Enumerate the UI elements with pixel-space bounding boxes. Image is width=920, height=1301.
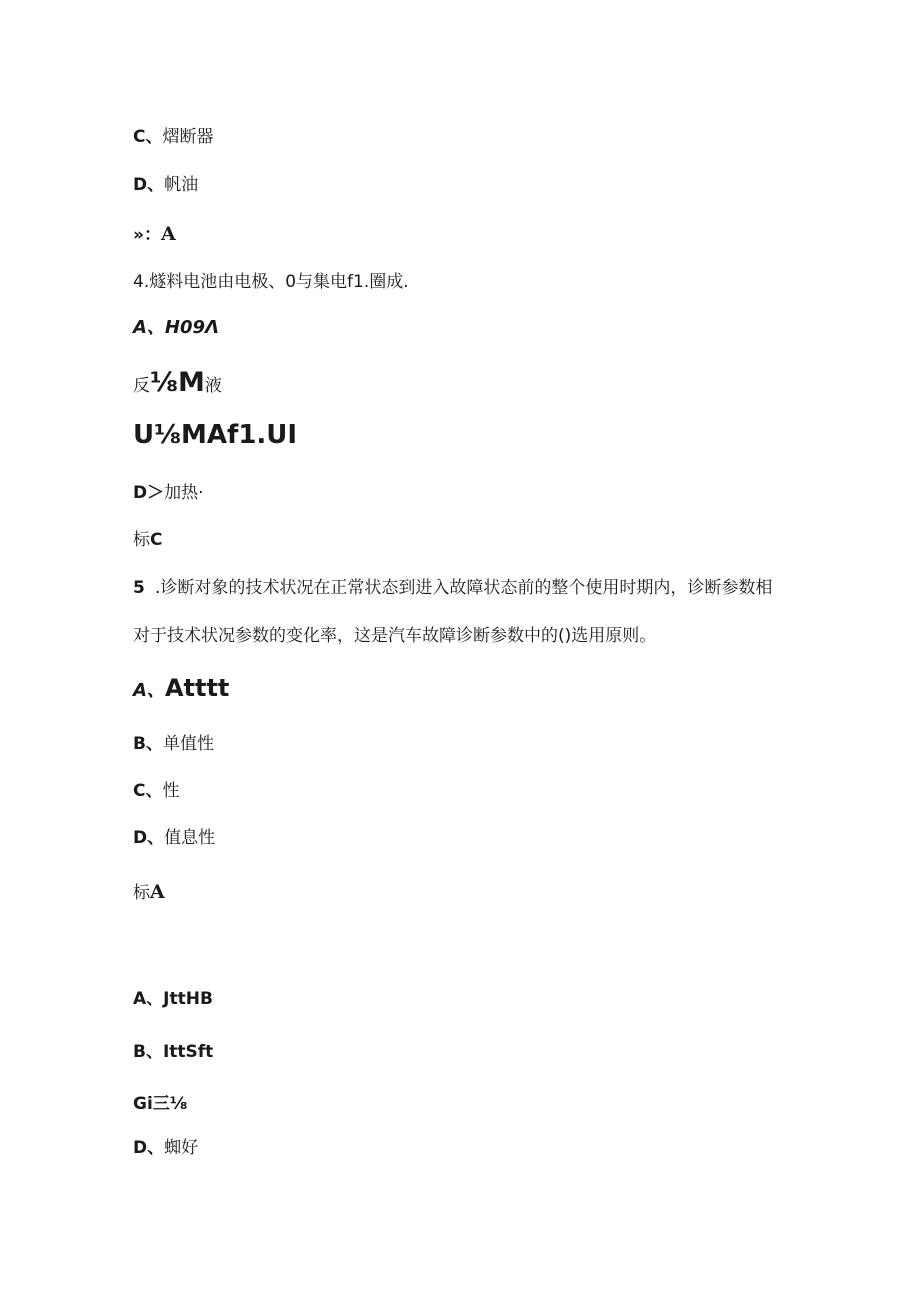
- option-c-text: 熠断器: [162, 127, 214, 147]
- option-d-q6-label: D、: [133, 1138, 165, 1158]
- answer-line-1: [133, 220, 176, 245]
- option-c-q6-text: Gi三⅛: [133, 1094, 188, 1114]
- option-a-q5-label: A、: [133, 680, 165, 701]
- option-d-text: 帆油: [164, 175, 199, 195]
- option-b-q4-prefix: 反: [133, 376, 150, 396]
- option-b-q4: [133, 367, 222, 398]
- option-c-q5: [133, 776, 179, 801]
- option-d-q5-label: D、: [133, 828, 165, 848]
- option-b-q5-label: B、: [133, 734, 163, 754]
- option-c-q6: [133, 1089, 187, 1114]
- option-c-q4-text: U⅛MAf1.UI: [133, 420, 298, 450]
- answer-value: A: [160, 223, 176, 245]
- option-d-oil: [133, 170, 198, 195]
- answer-line-3: [133, 878, 165, 903]
- option-b-q5: [133, 729, 214, 754]
- option-c-fuse: [133, 122, 213, 147]
- option-d-q5: [133, 823, 215, 848]
- option-a-q4: [133, 313, 219, 339]
- option-d-label: D、: [133, 175, 165, 195]
- answer-2-value: C: [150, 530, 163, 550]
- option-b-q6: [133, 1037, 213, 1062]
- question-5-text-cont: 对于技术状况参数的变化率，这是汽车故障诊断参数中的()选用原则。: [133, 626, 657, 646]
- option-d-q6: [133, 1133, 198, 1158]
- option-b-q4-main: ⅛M: [150, 367, 205, 398]
- option-a-q6: [133, 984, 213, 1009]
- option-b-q6-text: B、IttSft: [133, 1042, 214, 1062]
- option-b-q4-suffix: 液: [204, 376, 222, 396]
- option-d-q4-label: D＞: [133, 483, 165, 503]
- option-b-q5-text: 单值性: [162, 734, 214, 754]
- option-d-q6-text: 蜘好: [164, 1138, 199, 1158]
- question-5-number: 5: [133, 578, 145, 598]
- question-5-line-1: [133, 573, 772, 598]
- option-d-q4-text: 加热·: [164, 483, 204, 503]
- answer-line-2: [133, 525, 162, 550]
- answer-2-label: 标: [133, 530, 150, 550]
- option-a-q5-text: Atttt: [164, 674, 230, 702]
- option-d-q4: [133, 478, 204, 503]
- option-a-q5: [133, 674, 229, 702]
- answer-3-label: 标: [133, 883, 150, 903]
- option-a-q6-text: A、JttHB: [133, 989, 213, 1009]
- option-c-q5-label: C、: [133, 781, 163, 801]
- answer-3-value: A: [150, 881, 165, 903]
- question-4: [133, 267, 409, 292]
- question-5-line-2: [133, 621, 656, 646]
- option-c-q4: [133, 420, 297, 450]
- option-d-q5-text: 值息性: [164, 828, 216, 848]
- option-a-q4-text: A、H09Λ: [133, 317, 219, 338]
- question-4-text: 4.燧料电池由电极、0与集电f1.圈成.: [133, 272, 409, 292]
- option-c-q5-text: 性: [162, 781, 180, 801]
- answer-label: »：: [133, 225, 161, 245]
- question-5-text: .诊断对象的技术状况在正常状态到进入故障状态前的整个使用时期内，诊断参数相: [155, 578, 773, 598]
- option-c-label: C、: [133, 127, 163, 147]
